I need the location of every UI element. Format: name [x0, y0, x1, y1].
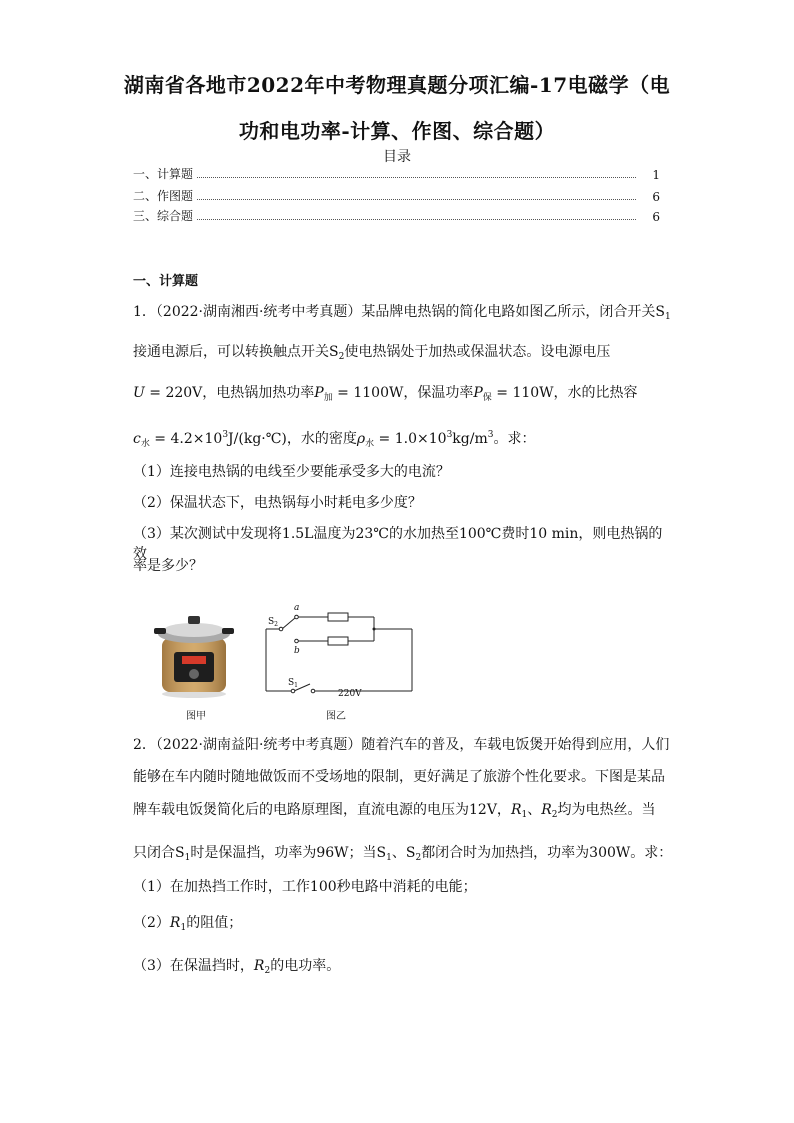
q1-text: = 220V，电热锅加热功率 — [144, 385, 315, 401]
toc-entry-label: 一、计算题 — [133, 167, 194, 181]
q2-line-4 — [133, 843, 673, 868]
subscript: 1 — [665, 312, 671, 322]
subscript: 1 — [386, 853, 392, 863]
superscript: 3 — [446, 430, 453, 440]
toc-leader-dots — [197, 176, 636, 178]
q1-line-2 — [133, 342, 661, 367]
math-variable: R — [253, 958, 265, 974]
q1-text: kg/m — [452, 431, 488, 447]
subscript: 2 — [415, 853, 422, 863]
figure-b-caption: 图乙 — [326, 711, 346, 722]
q2-text: 牌车载电饭煲简化后的电路原理图，直流电源的电压为12V， — [133, 802, 511, 818]
section-heading: 一、计算题 — [133, 274, 199, 289]
voltage-label: 220V — [338, 689, 362, 699]
q1-subquestion-2: （2）保温状态下，电热锅每小时耗电多少度？ — [133, 495, 422, 511]
q2-text: 都闭合时为加热挡，功率为300W。求： — [421, 845, 673, 861]
toc-entry-page: 6 — [652, 210, 660, 224]
title-line-2: 功和电功率-计算、作图、综合题） — [238, 119, 556, 143]
q2-text: 均为电热丝。当 — [557, 802, 656, 818]
q1-line-3 — [133, 383, 661, 408]
q2-subquestion-3 — [133, 956, 661, 981]
node-b-label: b — [294, 646, 300, 656]
q2-text: 、 — [527, 802, 542, 818]
q2-text: （2） — [133, 915, 170, 931]
q2-line-2: 能够在车内随时随地做饭而不受场地的限制，更好满足了旅游个性化要求。下图是某品 — [133, 769, 665, 785]
q2-line-3 — [133, 800, 673, 825]
toc-entry[interactable] — [133, 164, 660, 182]
toc-entry[interactable] — [133, 186, 660, 204]
q1-text: = 1100W，保温功率 — [332, 385, 474, 401]
subscript: 1 — [180, 923, 187, 933]
math-variable: R — [541, 802, 552, 818]
superscript: 3 — [487, 430, 494, 440]
q2-text: 只闭合S — [133, 845, 185, 861]
subscript: 保 — [482, 393, 492, 403]
subscript: 2 — [551, 810, 558, 820]
switch-s2-label: $S_2$ — [268, 617, 278, 628]
math-variable: R — [169, 915, 181, 931]
math-variable: U — [133, 385, 145, 401]
q1-line-1 — [133, 302, 673, 327]
toc-entry[interactable] — [133, 206, 660, 224]
toc-heading: 目录 — [383, 149, 411, 165]
subscript: 水 — [140, 439, 150, 449]
q2-line-1: 2．（2022·湖南益阳·统考中考真题）随着汽车的普及，车载电饭煲开始得到应用，人们 — [133, 737, 670, 753]
q1-text: = 1.0×10 — [374, 431, 447, 447]
toc-leader-dots — [197, 198, 636, 200]
math-variable: c — [133, 431, 141, 447]
subscript: 1 — [521, 810, 528, 820]
q2-subquestion-2 — [133, 913, 661, 938]
q2-text: 、S — [391, 845, 416, 861]
math-variable: R — [510, 802, 522, 818]
circuit-diagram — [258, 600, 418, 700]
subscript: 2 — [264, 966, 271, 976]
subscript: 1 — [184, 853, 191, 863]
toc-entry-page: 1 — [652, 168, 660, 182]
pressure-cooker-image — [152, 608, 236, 700]
q1-subquestion-3: （3）某次测试中发现将1.5L温度为23℃的水加热至100℃费时10 min，则电热锅的效 — [133, 526, 663, 562]
document-title — [110, 62, 684, 154]
subscript: 水 — [365, 439, 375, 449]
q1-text: = 110W，水的比热容 — [491, 385, 638, 401]
math-variable: P — [473, 385, 483, 401]
subscript: 2 — [338, 352, 345, 362]
q2-text: 的电功率。 — [270, 958, 341, 974]
toc-entry-page: 6 — [652, 190, 660, 204]
figure-a-caption: 图甲 — [186, 711, 206, 722]
q2-text: 时是保温挡，功率为96W；当S — [190, 845, 387, 861]
math-variable: ρ — [356, 431, 366, 447]
q2-text: 的阻值； — [186, 915, 243, 931]
superscript: 3 — [222, 430, 229, 440]
resistor-b — [328, 637, 348, 645]
q1-subquestion-1: （1）连接电热锅的电线至少要能承受多大的电流？ — [133, 464, 450, 480]
title-line-1: 湖南省各地市2022年中考物理真题分项汇编-17电磁学（电 — [123, 73, 671, 97]
q1-text: = 4.2×10 — [149, 431, 223, 447]
q1-text: 接通电源后，可以转换触点开关S — [133, 344, 339, 360]
q1-text: J/(kg·℃)，水的密度 — [228, 431, 357, 447]
q1-text: 。求： — [493, 431, 536, 447]
q1-text: 1．（2022·湖南湘西·统考中考真题）某品牌电热锅的简化电路如图乙所示，闭合开关S — [133, 304, 666, 320]
toc-leader-dots — [197, 218, 636, 220]
q1-text: 使电热锅处于加热或保温状态。设电源电压 — [344, 344, 611, 360]
q1-line-4 — [133, 425, 661, 454]
math-variable: P — [314, 385, 324, 401]
switch-s1-label: $S_1$ — [288, 678, 298, 689]
toc-entry-label: 二、作图题 — [133, 189, 194, 203]
q1-subquestion-3-cont: 率是多少？ — [133, 558, 203, 574]
toc-entry-label: 三、综合题 — [133, 209, 194, 223]
q2-text: （3）在保温挡时， — [133, 958, 254, 974]
resistor-a — [328, 613, 348, 621]
q2-subquestion-1: （1）在加热挡工作时，工作100秒电路中消耗的电能； — [133, 879, 477, 895]
subscript: 加 — [323, 393, 333, 403]
node-a-label: a — [294, 603, 300, 613]
